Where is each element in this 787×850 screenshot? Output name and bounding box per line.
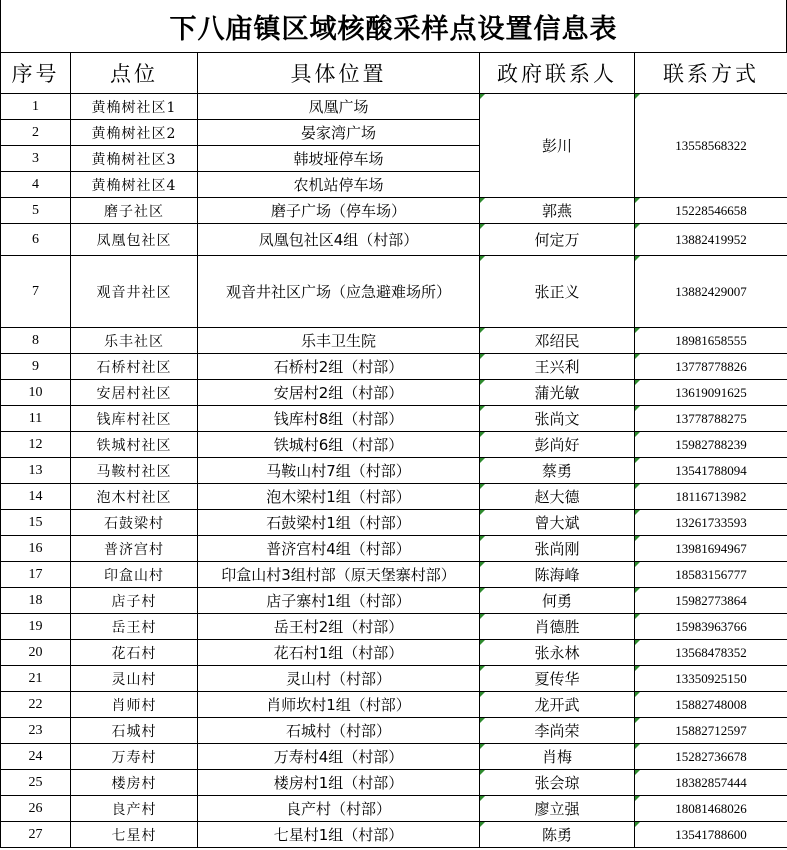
cell-site: 花石村 xyxy=(71,640,198,666)
cell-contact: 蒲光敏 xyxy=(480,380,635,406)
cell-site: 石桥村社区 xyxy=(71,354,198,380)
table-row xyxy=(1,380,787,406)
cell-site: 肖师村 xyxy=(71,692,198,718)
table-row xyxy=(1,354,787,380)
cell-phone: 15982773864 xyxy=(635,588,787,614)
cell-contact: 龙开武 xyxy=(480,692,635,718)
cell-contact: 陈勇 xyxy=(480,822,635,848)
cell-contact: 张正义 xyxy=(480,256,635,328)
cell-no: 3 xyxy=(1,146,71,172)
table-row xyxy=(1,822,787,848)
table-row xyxy=(1,198,787,224)
table-row xyxy=(1,744,787,770)
table-row xyxy=(1,458,787,484)
cell-contact: 张尚刚 xyxy=(480,536,635,562)
cell-address: 石鼓梁村1组（村部） xyxy=(198,510,480,536)
cell-no: 7 xyxy=(1,256,71,328)
cell-contact: 廖立强 xyxy=(480,796,635,822)
cell-site: 马鞍村社区 xyxy=(71,458,198,484)
cell-no: 27 xyxy=(1,822,71,848)
cell-site: 泡木村社区 xyxy=(71,484,198,510)
table-row xyxy=(1,796,787,822)
table-row xyxy=(1,692,787,718)
cell-no: 21 xyxy=(1,666,71,692)
cell-address: 店子寨村1组（村部） xyxy=(198,588,480,614)
cell-no: 4 xyxy=(1,172,71,198)
cell-contact: 张会琼 xyxy=(480,770,635,796)
cell-no: 9 xyxy=(1,354,71,380)
cell-no: 11 xyxy=(1,406,71,432)
cell-site: 灵山村 xyxy=(71,666,198,692)
table-row xyxy=(1,614,787,640)
cell-contact: 张尚文 xyxy=(480,406,635,432)
cell-address: 安居村2组（村部） xyxy=(198,380,480,406)
cell-site: 黄桷树社区4 xyxy=(71,172,198,198)
cell-no: 23 xyxy=(1,718,71,744)
cell-site: 磨子社区 xyxy=(71,198,198,224)
header-contact: 政府联系人 xyxy=(480,53,635,94)
cell-no: 16 xyxy=(1,536,71,562)
cell-phone: 13778778826 xyxy=(635,354,787,380)
cell-no: 20 xyxy=(1,640,71,666)
table-row xyxy=(1,666,787,692)
cell-site: 黄桷树社区1 xyxy=(71,94,198,120)
table-row xyxy=(1,484,787,510)
table-row xyxy=(1,510,787,536)
cell-address: 农机站停车场 xyxy=(198,172,480,198)
cell-address: 灵山村（村部） xyxy=(198,666,480,692)
cell-no: 17 xyxy=(1,562,71,588)
cell-address: 马鞍山村7组（村部） xyxy=(198,458,480,484)
cell-contact: 彭尚好 xyxy=(480,432,635,458)
cell-contact: 曾大斌 xyxy=(480,510,635,536)
header-row xyxy=(1,53,787,94)
cell-site: 七星村 xyxy=(71,822,198,848)
cell-site: 万寿村 xyxy=(71,744,198,770)
cell-site: 安居村社区 xyxy=(71,380,198,406)
cell-no: 25 xyxy=(1,770,71,796)
cell-phone: 15228546658 xyxy=(635,198,787,224)
cell-contact: 赵大德 xyxy=(480,484,635,510)
cell-address: 泡木梁村1组（村部） xyxy=(198,484,480,510)
cell-address: 七星村1组（村部） xyxy=(198,822,480,848)
cell-site: 石城村 xyxy=(71,718,198,744)
cell-no: 13 xyxy=(1,458,71,484)
cell-phone: 15882748008 xyxy=(635,692,787,718)
cell-phone: 13568478352 xyxy=(635,640,787,666)
table-title: 下八庙镇区域核酸采样点设置信息表 xyxy=(0,0,787,52)
cell-no: 15 xyxy=(1,510,71,536)
cell-phone: 15282736678 xyxy=(635,744,787,770)
cell-no: 8 xyxy=(1,328,71,354)
cell-no: 10 xyxy=(1,380,71,406)
cell-site: 良产村 xyxy=(71,796,198,822)
cell-address: 石桥村2组（村部） xyxy=(198,354,480,380)
cell-phone: 13558568322 xyxy=(635,94,787,198)
table-row xyxy=(1,640,787,666)
cell-phone: 18081468026 xyxy=(635,796,787,822)
cell-site: 印盒山村 xyxy=(71,562,198,588)
cell-contact: 肖梅 xyxy=(480,744,635,770)
cell-site: 店子村 xyxy=(71,588,198,614)
cell-address: 钱库村8组（村部） xyxy=(198,406,480,432)
cell-phone: 18382857444 xyxy=(635,770,787,796)
cell-no: 14 xyxy=(1,484,71,510)
cell-phone: 13350925150 xyxy=(635,666,787,692)
cell-contact: 肖德胜 xyxy=(480,614,635,640)
cell-address: 乐丰卫生院 xyxy=(198,328,480,354)
cell-no: 18 xyxy=(1,588,71,614)
cell-no: 12 xyxy=(1,432,71,458)
cell-address: 石城村（村部） xyxy=(198,718,480,744)
cell-contact: 李尚荣 xyxy=(480,718,635,744)
cell-site: 楼房村 xyxy=(71,770,198,796)
cell-contact: 夏传华 xyxy=(480,666,635,692)
cell-address: 楼房村1组（村部） xyxy=(198,770,480,796)
header-site: 点位 xyxy=(71,53,198,94)
cell-site: 观音井社区 xyxy=(71,256,198,328)
cell-no: 19 xyxy=(1,614,71,640)
table-row xyxy=(1,432,787,458)
sampling-sites-table xyxy=(0,52,787,848)
cell-phone: 13882429007 xyxy=(635,256,787,328)
table-body xyxy=(1,94,787,848)
cell-contact: 蔡勇 xyxy=(480,458,635,484)
table-row xyxy=(1,770,787,796)
cell-no: 22 xyxy=(1,692,71,718)
cell-phone: 13541788094 xyxy=(635,458,787,484)
cell-address: 肖师坎村1组（村部） xyxy=(198,692,480,718)
cell-site: 乐丰社区 xyxy=(71,328,198,354)
cell-site: 铁城村社区 xyxy=(71,432,198,458)
cell-phone: 15982788239 xyxy=(635,432,787,458)
cell-phone: 13261733593 xyxy=(635,510,787,536)
cell-site: 石鼓梁村 xyxy=(71,510,198,536)
cell-address: 观音井社区广场（应急避难场所） xyxy=(198,256,480,328)
cell-contact: 彭川 xyxy=(480,94,635,198)
header-phone: 联系方式 xyxy=(635,53,787,94)
header-address: 具体位置 xyxy=(198,53,480,94)
cell-site: 黄桷树社区3 xyxy=(71,146,198,172)
cell-phone: 13778788275 xyxy=(635,406,787,432)
cell-site: 黄桷树社区2 xyxy=(71,120,198,146)
cell-no: 24 xyxy=(1,744,71,770)
cell-address: 晏家湾广场 xyxy=(198,120,480,146)
cell-site: 凤凰包社区 xyxy=(71,224,198,256)
cell-contact: 邓绍民 xyxy=(480,328,635,354)
cell-site: 岳王村 xyxy=(71,614,198,640)
cell-contact: 张永林 xyxy=(480,640,635,666)
cell-phone: 18583156777 xyxy=(635,562,787,588)
cell-address: 铁城村6组（村部） xyxy=(198,432,480,458)
cell-address: 岳王村2组（村部） xyxy=(198,614,480,640)
cell-phone: 13981694967 xyxy=(635,536,787,562)
cell-no: 26 xyxy=(1,796,71,822)
table-row xyxy=(1,536,787,562)
cell-phone: 18116713982 xyxy=(635,484,787,510)
cell-contact: 何勇 xyxy=(480,588,635,614)
cell-phone: 15882712597 xyxy=(635,718,787,744)
table-row xyxy=(1,588,787,614)
cell-phone: 13882419952 xyxy=(635,224,787,256)
table-row xyxy=(1,562,787,588)
cell-no: 1 xyxy=(1,94,71,120)
cell-address: 普济宫村4组（村部） xyxy=(198,536,480,562)
cell-contact: 陈海峰 xyxy=(480,562,635,588)
cell-no: 6 xyxy=(1,224,71,256)
cell-phone: 13541788600 xyxy=(635,822,787,848)
table-row xyxy=(1,328,787,354)
cell-phone: 15983963766 xyxy=(635,614,787,640)
table-row xyxy=(1,406,787,432)
table-row xyxy=(1,718,787,744)
cell-address: 韩坡垭停车场 xyxy=(198,146,480,172)
cell-address: 凤凰包社区4组（村部） xyxy=(198,224,480,256)
header-no: 序号 xyxy=(1,53,71,94)
table-row xyxy=(1,224,787,256)
cell-address: 印盒山村3组村部（原天堡寨村部） xyxy=(198,562,480,588)
cell-contact: 王兴利 xyxy=(480,354,635,380)
cell-contact: 郭燕 xyxy=(480,198,635,224)
cell-no: 5 xyxy=(1,198,71,224)
cell-address: 良产村（村部） xyxy=(198,796,480,822)
cell-site: 钱库村社区 xyxy=(71,406,198,432)
table-row xyxy=(1,256,787,328)
cell-site: 普济宫村 xyxy=(71,536,198,562)
cell-phone: 13619091625 xyxy=(635,380,787,406)
cell-address: 花石村1组（村部） xyxy=(198,640,480,666)
table-row xyxy=(1,94,787,120)
cell-address: 万寿村4组（村部） xyxy=(198,744,480,770)
cell-address: 磨子广场（停车场） xyxy=(198,198,480,224)
cell-phone: 18981658555 xyxy=(635,328,787,354)
cell-no: 2 xyxy=(1,120,71,146)
cell-address: 凤凰广场 xyxy=(198,94,480,120)
cell-contact: 何定万 xyxy=(480,224,635,256)
